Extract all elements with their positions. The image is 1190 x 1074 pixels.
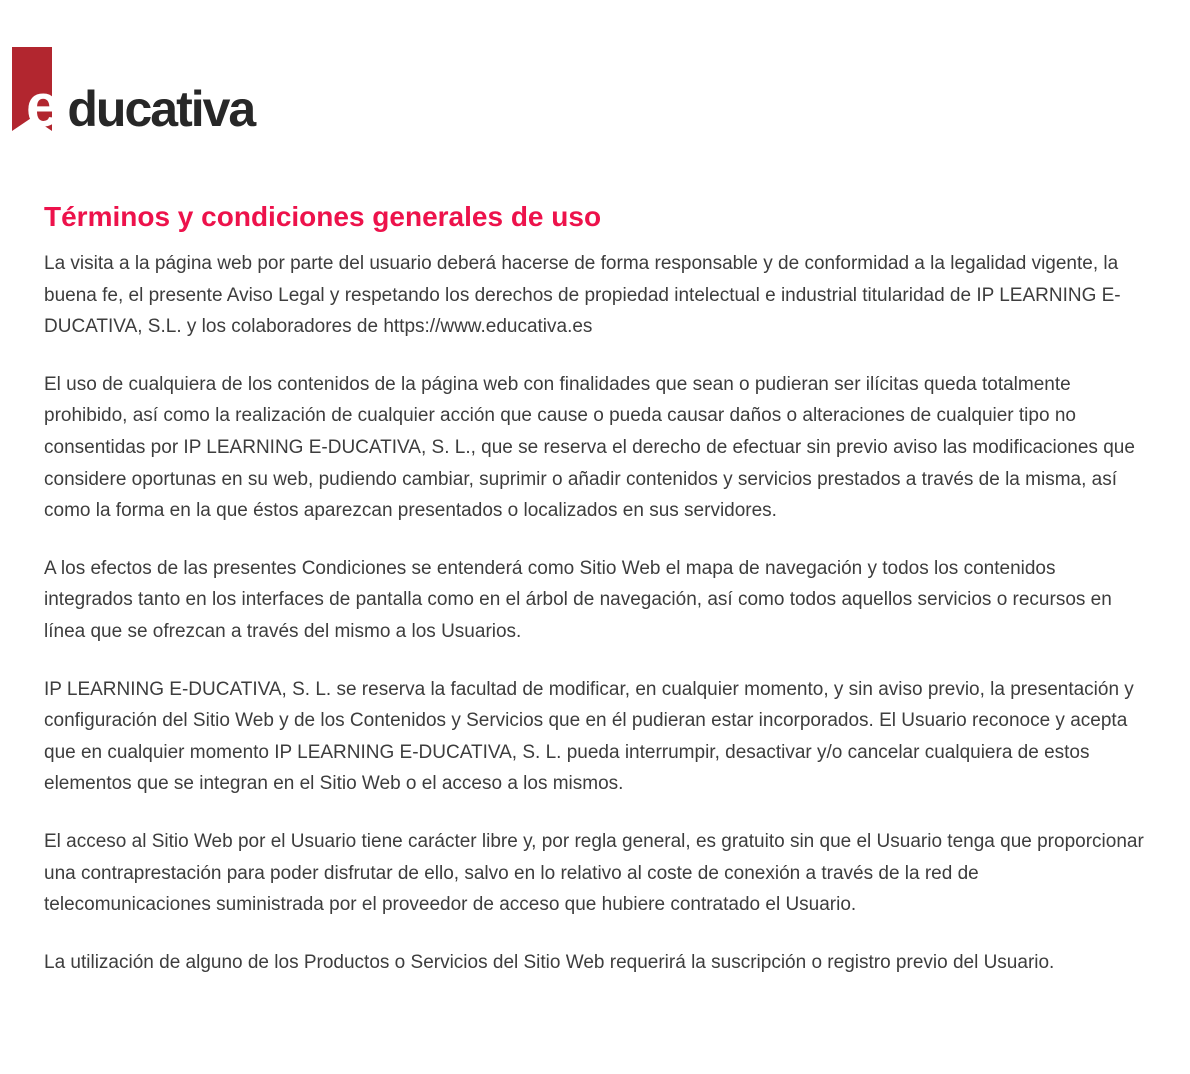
terms-paragraph-1: La visita a la página web por parte del usuario deberá hacerse de forma responsable y de conformidad a la legalidad vigente, la buena fe, el presente Aviso Legal y respetando los derechos de propiedad intelectual e industrial titularidad de IP LEARNING E-DUCATIVA, S.L. y los colaboradores de https://www.educativa.es: [44, 253, 1121, 338]
page-title: Términos y condiciones generales de uso: [44, 201, 602, 232]
terms-paragraph-5: El acceso al Sitio Web por el Usuario tiene carácter libre y, por regla general, es gratuito sin que el Usuario tenga que proporcionar una contraprestación para poder disfrutar de ello, salvo en lo relativo al coste de conexión a través de la red de telecomunicaciones suministrada por el proveedor de acceso que hubiere contratado el Usuario.: [44, 830, 1144, 916]
terms-paragraph-2: El uso de cualquiera de los contenidos de la página web con finalidades que sean o pudieran ser ilícitas queda totalmente prohibido, así como la realización de cualquier acción que cause o pueda causar daños o alteraciones de cualquier tipo no consentidas por IP LEARNING E-DUCATIVA, S. L., que se reserva el derecho de efectuar sin previo aviso las modificaciones que considere oportunas en su web, pudiendo cambiar, suprimir o añadir contenidos y servicios prestados a través de la misma, así como la forma en la que éstos aparezcan presentados o localizados en sus servidores.: [44, 373, 1135, 522]
logo-link[interactable]: [12, 47, 272, 139]
terms-paragraph-4: IP LEARNING E-DUCATIVA, S. L. se reserva la facultad de modificar, en cualquier momento, y sin aviso previo, la presentación y configuración del Sitio Web y de los Contenidos y Servicios que en él pudieran estar incorporados. El Usuario reconoce y acepta que en cualquier momento IP LEARNING E-DUCATIVA, S. L. pueda interrumpir, desactivar y/o cancelar cualquiera de estos elementos que se integran en el Sitio Web o el acceso a los mismos.: [44, 678, 1134, 795]
terms-paragraph-3: A los efectos de las presentes Condiciones se entenderá como Sitio Web el mapa de navegación y todos los contenidos integrados tanto en los interfaces de pantalla como en el árbol de navegación, así como todos aquellos servicios o recursos en línea que se ofrezcan a través del mismo a los Usuarios.: [44, 557, 1112, 642]
terms-paragraph-6: La utilización de alguno de los Productos o Servicios del Sitio Web requerirá la suscripción o registro previo del Usuario.: [44, 951, 1055, 973]
logo-letter-e: e: [26, 72, 59, 139]
logo-wordmark: ducativa: [67, 81, 255, 137]
logo-text: [26, 72, 255, 139]
